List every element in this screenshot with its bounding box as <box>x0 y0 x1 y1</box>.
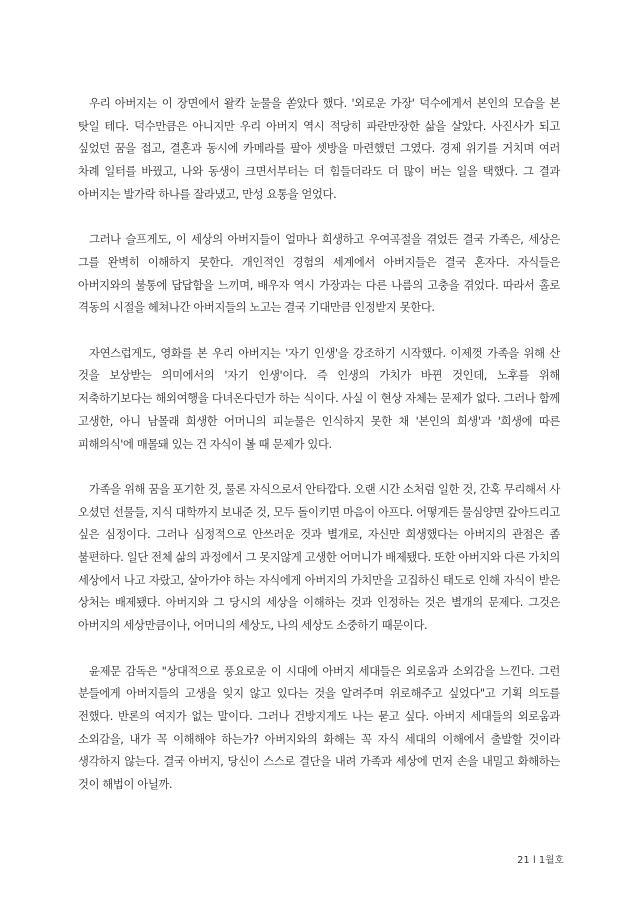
page-footer: 21 l 1월호 <box>517 855 564 866</box>
paragraph-4: 가족을 위해 꿈을 포기한 것, 물론 자식으로서 안타깝다. 오랜 시간 소처럼 일한 것, 간혹 무리해서 사 오셨던 선물들, 지식 대학까지 보내준 것, 모두 돌이키면 마음이 아프다. 어떻게든 물심양면 갚아드리고 싶은 심정이다. 그러나 심정적으로 안쓰러운 것과 별개로, 자신만 희생했다는 아버지의 관점은 좀 불편하다. 일단 전체 삶의 과정에서 그 못지않게 고생한 어머니가 배제됐다. 또한 아버지와 다른 가치의 세상에서 나고 자랐고, 살아가야 하는 자식에게 아버지의 가치만을 고집하신 태도로 인해 자식이 받은 상처는 배제됐다. 아버지와 그 당시의 세상을 이해하는 것과 인정하는 것은 별개의 문제다. 그것은 아버지의 세상만큼이나, 어머니의 세상도, 나의 세상도 소중하기 때문이다. <box>78 482 560 633</box>
paragraph-3: 자연스럽게도, 영화를 본 우리 아버지는 '자기 인생'을 강조하기 시작했다. 이제껏 가족을 위해 산 것을 보상받는 의미에서의 '자기 인생'이다. 즉 인생의 가치가 바뀐 것인데, 노후를 위해 저축하기보다는 해외여행을 다녀온다던가 하는 식이다. 사실 이 현상 자체는 문제가 없다. 그러나 함께 고생한, 아니 남몰래 희생한 어머니의 피눈물은 인식하지 못한 채 '본인의 희생'과 '희생에 따른 피해의식'에 매몰돼 있는 건 자식이 볼 때 문제가 있다. <box>78 346 560 451</box>
paragraph-1: 우리 아버지는 이 장면에서 왈칵 눈물을 쏟았다 했다. '외로운 가장' 덕수에게서 본인의 모습을 본 탓일 테다. 덕수만큼은 아니지만 우리 아버지 역시 적당히 파란만장한 삶을 살았다. 사진사가 되고 싶었던 꿈을 접고, 결혼과 동시에 카메라를 팔아 셋방을 마련했던 그였다. 경제 위기를 거치며 여러 차례 일터를 바꿨고, 나와 동생이 크면서부터는 더 힘들더라도 더 많이 버는 일을 택했다. 그 결과 아버지는 발가락 하나를 잘라냈고, 만성 요통을 얻었다. <box>78 97 560 201</box>
paragraph-2: 그러나 슬프게도, 이 세상의 아버지들이 얼마나 희생하고 우여곡절을 겪었든 결국 가족은, 세상은 그를 완벽히 이해하지 못한다. 개인적인 경험의 세계에서 아버지들은 결국 혼자다. 자식들은 아버지와의 불통에 답답함을 느끼며, 배우자 역시 가장과는 다른 나름의 고충을 겪었다. 따라서 홀로 격동의 시절을 헤쳐나간 아버지들의 노고는 결국 기대만큼 인정받지 못한다. <box>78 233 560 315</box>
article-body <box>78 93 560 819</box>
paragraph-5: 윤제문 감독은 "상대적으로 풍요로운 이 시대에 아버지 세대들은 외로움과 소외감을 느낀다. 그런 분들에게 아버지들의 고생을 잊지 않고 있다는 것을 알려주며 위로해주고 싶었다"고 기획 의도를 전했다. 반론의 여지가 없는 말이다. 그러나 건방지게도 나는 묻고 싶다. 아버지 세대들의 외로움과 소외감을, 내가 꼭 이해해야 하는가? 아버지와의 화해는 꼭 자식 세대의 이해에서 출발할 것이라 생각하지 않는다. 결국 아버지, 당신이 스스로 결단을 내려 가족과 세상에 먼저 손을 내밀고 화해하는 것이 해법이 아닐까. <box>78 664 560 792</box>
